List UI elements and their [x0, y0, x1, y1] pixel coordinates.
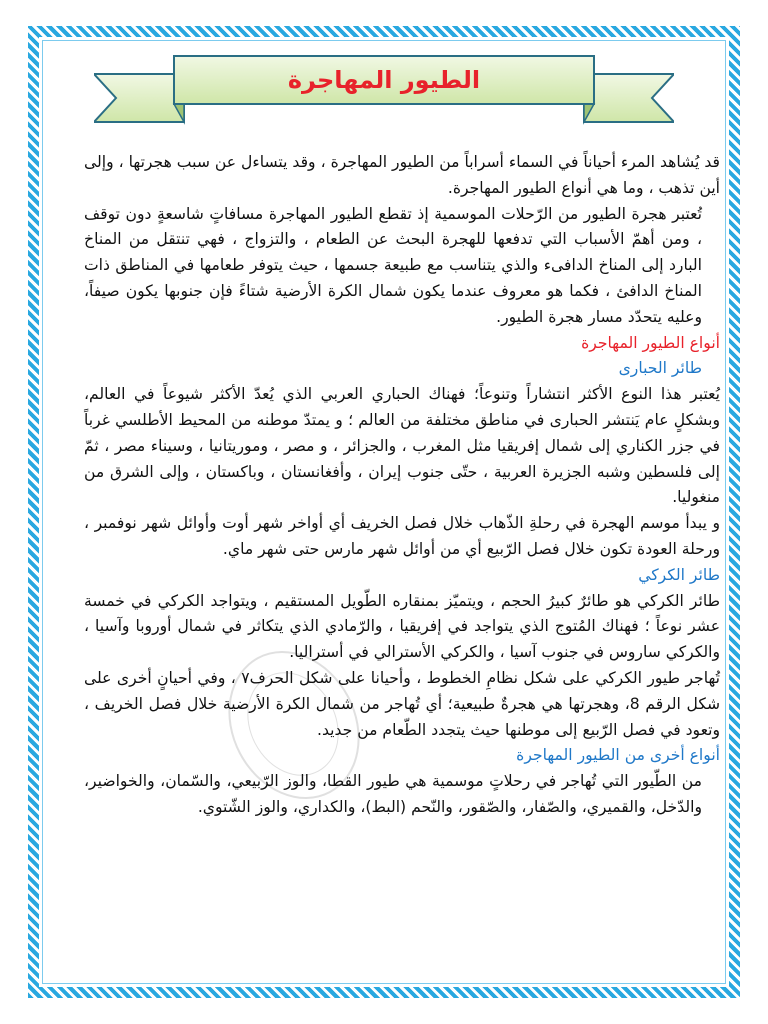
- heading-other-types: أنواع أخرى من الطيور المهاجرة: [516, 746, 720, 765]
- heading-bird-types: أنواع الطيور المهاجرة: [581, 333, 720, 352]
- heading-bustard: طائر الحبارى: [618, 359, 702, 378]
- others-paragraph: من الطّيور التي تُهاجر في رحلاتٍ موسمية هي طيور القطا، والوز الرّبيعي، والسّمان، والخواضير، والدّخل، والقميري، والصّفار، والصّقور، والنّحم (البط)، والكداري، والوز الشّتوي.: [84, 772, 702, 816]
- page-title: الطيور المهاجرة: [287, 66, 481, 94]
- crane-paragraph-2: تُهاجر طيور الكركي على شكل نظامِ الخطوط ، وأحيانا على شكل الحرف٧ ، وفي أحيانٍ أخرى على شكل الرقم 8، وهجرتها هي هجرةٌ طبيعية؛ أي تُهاجر من شمال الكرة الأرضية خلال فصل الخريف ، وتعود في فصل الرّبيع إلى موطنها حيث يتجدد الطّعام من جديد.: [84, 668, 721, 739]
- title-banner: [94, 48, 674, 130]
- article-body: [84, 150, 720, 821]
- heading-crane: طائر الكركي: [638, 565, 720, 584]
- crane-paragraph-1: طائر الكركي هو طائرٌ كبيرُ الحجم ، ويتميّز بمنقاره الطّويل المستقيم ، ويتواجد الكركي في خمسة عشر نوعاً ؛ فهناك المُتوج الذي يتواجد في إفريقيا ، والرّمادي الذي يتكاثر في شمال أوروبا وآسيا ، والكركي ساروس في جنوب آسيا ، والكركي الأسترالي في أستراليا.: [84, 591, 720, 662]
- intro-paragraph-1: قد يُشاهد المرء أحياناً في السماء أسراباً من الطيور المهاجرة ، وقد يتساءل عن سبب هجرتها ، وإلى أين تذهب ، وما هي أنواع الطيور المهاجرة.: [84, 153, 720, 197]
- bustard-paragraph-1: يُعتبر هذا النوع الأكثر انتشاراً وتنوعاً؛ فهناك الحباري العربي الذي يُعدّ الأكثر شيوعاً في العالم، وبشكلٍ عام يَنتشر الحبارى في مناطق مختلفة من العالم ؛ و يمتدّ موطنه من المحيط الأطلسي غرباً في جزر الكناري إلى شمال إفريقيا مثل المغرب ، والجزائر ، و مصر ، وموريتانيا ، وسيناء مصر ، ثمّ إلى فلسطين وشبه الجزيرة العربية ، حتّى جنوب إيران ، وأفغانستان ، وباكستان ، وإلى الشرق من منغوليا.: [84, 385, 720, 507]
- bustard-paragraph-2: و يبدأ موسم الهجرة في رحلةِ الذّهاب خلال فصل الخريف أي أواخر شهر أوت وأوائل شهر نوفمبر ، ورحلة العودة تكون خلال فصل الرّبيع أي من أوائل شهر مارس حتى شهر ماي.: [84, 514, 720, 558]
- intro-paragraph-2: تُعتبر هجرة الطيور من الرّحلات الموسمية إذ تقطع الطيور المهاجرة مسافاتٍ شاسعةٍ دون توقف ، ومن أهمّ الأسباب التي تدفعها للهجرة البحث عن الطعام ، والتزواج ، فهي تنتقل من المناخ البارد إلى المناخ الدافىء والذي يتناسب مع طبيعة جسمها ، حيث يتوفر طعامها في المناطق ذات المناخ الدافئ ، فكما هو معروف عندما يكون شمال الكرة الأرضية شتاءً فإن جنوبها يكون صيفاً، وعليه يتحدّد مسار هجرة الطيور.: [84, 204, 702, 326]
